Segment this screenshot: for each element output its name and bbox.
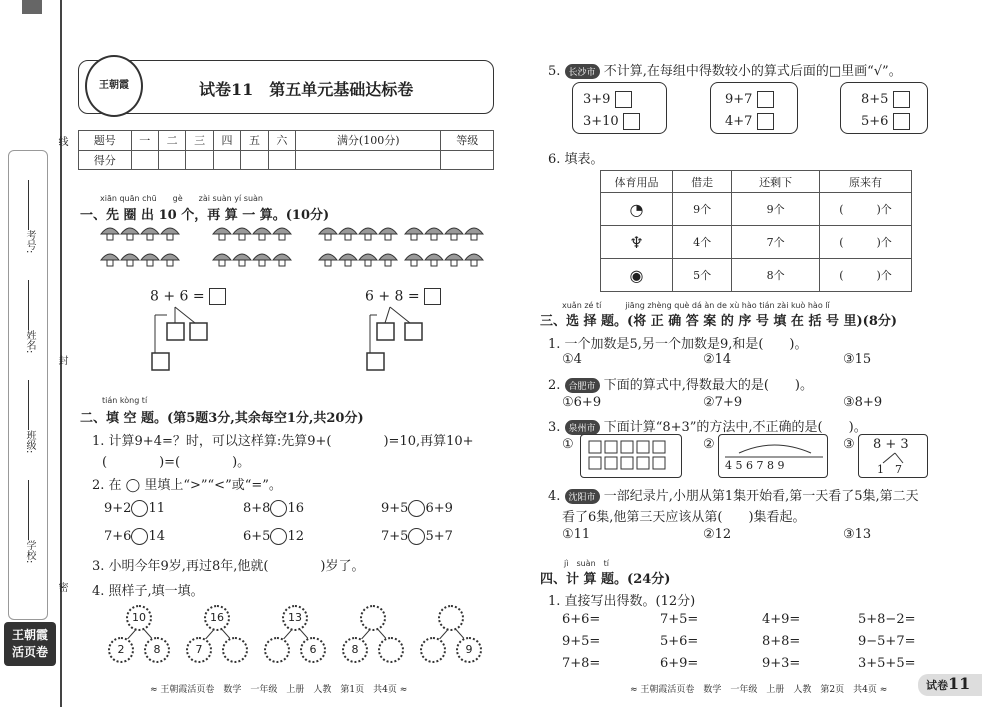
calc-item[interactable]: 5+6= <box>660 634 699 649</box>
tree-top: 8 + 3 <box>873 437 909 452</box>
card-expr <box>583 113 640 130</box>
check-box[interactable] <box>893 91 910 108</box>
s3-q2-line <box>548 374 813 393</box>
option[interactable]: ③8+9 <box>843 395 883 410</box>
compare-item <box>381 500 453 517</box>
table-answer-cell[interactable]: ( )个 <box>820 193 912 226</box>
logo-bottom: 活页卷 <box>11 645 48 659</box>
number-line-labels: 4 5 6 7 8 9 <box>725 459 785 472</box>
compare-circle[interactable] <box>131 528 148 545</box>
mushroom-icon <box>120 251 140 265</box>
flower-left[interactable] <box>420 637 446 663</box>
city-badge: 长沙市 <box>565 64 600 79</box>
flower-left[interactable] <box>264 637 290 663</box>
q-number: 3. <box>548 420 561 435</box>
mushroom-icon <box>212 225 232 239</box>
s3-q2: 下面的算式中,得数最大的是( )。 <box>603 378 813 393</box>
brand-name: 王朝霞 <box>99 80 129 91</box>
compare-left: 9+2 <box>104 501 132 516</box>
mushroom-icon <box>338 251 358 265</box>
decompose-diagram-1 <box>140 305 220 375</box>
ball-icon: ◉ <box>601 259 673 292</box>
calc-item[interactable]: 9+3= <box>762 656 801 671</box>
table-cell: 9个 <box>732 193 820 226</box>
table-header-cell: 原来有 <box>820 171 912 193</box>
sidebar-logo <box>4 622 56 666</box>
mushroom-icon <box>338 225 358 239</box>
compare-circle[interactable] <box>408 500 425 517</box>
compare-card <box>710 82 798 134</box>
check-box[interactable] <box>615 91 632 108</box>
left-sidebar <box>0 0 67 707</box>
mushroom-icon <box>160 251 180 265</box>
mushroom-icon <box>120 225 140 239</box>
calc-item[interactable]: 4+9= <box>762 612 801 627</box>
compare-card <box>572 82 667 134</box>
mushroom-icon <box>272 225 292 239</box>
card-expr <box>725 113 774 130</box>
s3-q1: 1. 一个加数是5,另一个加数是9,和是( )。 <box>548 337 808 352</box>
option[interactable]: ②14 <box>703 352 732 367</box>
calc-item[interactable]: 5+8−2= <box>858 612 916 627</box>
mushroom-icon <box>358 251 378 265</box>
q5-number: 5. <box>548 64 561 79</box>
score-input[interactable] <box>296 150 441 170</box>
mushroom-grid <box>100 225 490 275</box>
score-cell: 四 <box>213 131 240 151</box>
s4-sub: 1. 直接写出得数。(12分) <box>548 594 696 609</box>
card-expr <box>583 91 632 108</box>
mushroom-icon <box>272 251 292 265</box>
flower-right: 9 <box>456 637 482 663</box>
mushroom-icon <box>444 225 464 239</box>
table-cell: 9个 <box>673 193 732 226</box>
score-cell: 六 <box>268 131 295 151</box>
option-3-tree[interactable] <box>858 434 928 478</box>
flower-tree <box>420 605 490 665</box>
table-header-cell: 还剩下 <box>732 171 820 193</box>
mushroom-icon <box>318 251 338 265</box>
table-cell: 7个 <box>732 226 820 259</box>
compare-item <box>104 500 165 517</box>
mushroom-icon <box>252 225 272 239</box>
city-badge: 合肥市 <box>565 378 600 393</box>
option[interactable]: ①11 <box>562 527 591 542</box>
compare-item <box>243 500 304 517</box>
equation-2 <box>365 288 441 305</box>
check-box[interactable] <box>623 113 640 130</box>
mushroom-icon <box>464 251 484 265</box>
table-header <box>601 171 912 193</box>
score-row-label: 得分 <box>79 150 132 170</box>
mushroom-icon <box>140 225 160 239</box>
option[interactable]: ①6+9 <box>562 395 602 410</box>
mushroom-icon <box>232 225 252 239</box>
flower-right: 8 <box>144 637 170 663</box>
option-label[interactable]: ① <box>562 437 574 452</box>
s3-q4-line <box>548 485 919 504</box>
section-4-title: 四、计 算 题。(24分) <box>540 572 671 587</box>
equation-2-text: 6 + 8 = <box>365 288 420 305</box>
pinyin: xiān quān chū gè zài suàn yí suàn <box>100 194 264 203</box>
mushroom-icon <box>424 225 444 239</box>
cut-mark: 密 <box>56 582 67 592</box>
s2-q1b: ( )=( )。 <box>102 455 251 470</box>
check-box[interactable] <box>893 113 910 130</box>
table-cell: 5个 <box>673 259 732 292</box>
pinyin: jì suàn tí <box>564 559 610 568</box>
flower-left: 2 <box>108 637 134 663</box>
score-cell: 一 <box>131 131 158 151</box>
flower-tree <box>108 605 178 665</box>
tree-bottom: 1 7 <box>877 463 902 476</box>
flower-top[interactable] <box>360 605 386 631</box>
option-1-cubes[interactable] <box>580 434 682 478</box>
answer-box[interactable] <box>424 288 441 305</box>
compare-circle[interactable] <box>270 500 287 517</box>
sports-table <box>600 170 912 292</box>
compare-right: 14 <box>148 529 165 544</box>
score-table-row <box>79 150 494 170</box>
card-expr-text: 4+7 <box>725 114 753 129</box>
mushroom-icon <box>378 225 398 239</box>
score-table <box>78 130 494 170</box>
sidebar-line <box>28 380 29 430</box>
compare-circle[interactable] <box>270 528 287 545</box>
calc-item[interactable]: 9−5+7= <box>858 634 916 649</box>
calc-item[interactable]: 6+9= <box>660 656 699 671</box>
score-input[interactable] <box>186 150 213 170</box>
city-badge: 泉州市 <box>565 420 600 435</box>
sidebar-label-exam-no: 考号: <box>24 230 35 254</box>
compare-right: 12 <box>287 529 304 544</box>
table-answer-cell[interactable]: ( )个 <box>820 259 912 292</box>
table-row <box>601 259 912 292</box>
flower-right: 6 <box>300 637 326 663</box>
compare-left: 8+8 <box>243 501 271 516</box>
score-cell: 五 <box>241 131 268 151</box>
compare-circle[interactable] <box>131 500 148 517</box>
compare-left: 7+5 <box>381 529 409 544</box>
score-input[interactable] <box>158 150 185 170</box>
card-expr-text: 5+6 <box>861 114 889 129</box>
calc-item[interactable]: 8+8= <box>762 634 801 649</box>
score-input[interactable] <box>241 150 268 170</box>
score-cell: 等级 <box>441 131 494 151</box>
sidebar-label-name: 姓名: <box>24 330 35 354</box>
page-title: 试卷11 第五单元基础达标卷 <box>199 80 414 99</box>
page-badge <box>918 674 982 696</box>
compare-item <box>243 528 304 545</box>
s2-q2: 2. 在 ◯ 里填上“>”“<”或“=”。 <box>92 478 282 493</box>
option-label[interactable]: ② <box>703 437 715 452</box>
number-line-arc <box>719 435 829 479</box>
score-cell: 二 <box>158 131 185 151</box>
sidebar-line <box>28 480 29 540</box>
table-row <box>601 226 912 259</box>
calc-item[interactable]: 9+5= <box>562 634 601 649</box>
mushroom-icon <box>212 251 232 265</box>
cut-mark: 线 <box>56 136 67 146</box>
compare-left: 6+5 <box>243 529 271 544</box>
q-number: 4. <box>548 489 561 504</box>
s2-q4: 4. 照样子,填一填。 <box>92 584 204 599</box>
equation-1-text: 8 + 6 = <box>150 288 205 305</box>
page-badge-prefix: 试卷 <box>926 679 948 692</box>
pinyin: xuǎn zé tí jiāng zhèng què dá àn de xù hào tián zài kuò hào lǐ <box>562 301 830 310</box>
mushroom-icon <box>160 225 180 239</box>
mushroom-icon <box>100 225 120 239</box>
q5-text: 不计算,在每组中得数较小的算式后面的□里画“√”。 <box>603 64 902 79</box>
s3-q4b: 看了6集,他第三天应该从第( )集看起。 <box>562 510 806 525</box>
sidebar-label-class: 班级: <box>24 430 35 454</box>
s2-q3: 3. 小明今年9岁,再过8年,他就( )岁了。 <box>92 559 365 574</box>
section-2-title: 二、填 空 题。(第5题3分,其余每空1分,共20分) <box>80 411 364 426</box>
s2-q1a: 1. 计算9+4=？时，可以这样算:先算9+( )=10,再算10+ <box>92 434 474 449</box>
sidebar-line <box>28 180 29 230</box>
mushroom-icon <box>318 225 338 239</box>
card-expr <box>725 91 774 108</box>
footer-right: ≈ 王朝霞活页卷 数学 一年级 上册 人教 第2页 共4页 ≈ <box>630 685 888 695</box>
q-number: 2. <box>548 378 561 393</box>
s3-q4a: 一部纪录片,小朋从第1集开始看,第一天看了5集,第二天 <box>603 489 919 504</box>
q6-title: 6. 填表。 <box>548 152 604 167</box>
s3-q3-line <box>548 416 867 435</box>
score-cell: 满分(100分) <box>296 131 441 151</box>
option[interactable]: ③15 <box>843 352 872 367</box>
card-expr <box>861 91 910 108</box>
card-expr-text: 9+7 <box>725 92 753 107</box>
score-input[interactable] <box>441 150 494 170</box>
calc-item[interactable]: 7+5= <box>660 612 699 627</box>
option[interactable]: ②12 <box>703 527 732 542</box>
compare-right: 5+7 <box>425 529 453 544</box>
mushroom-icon <box>232 251 252 265</box>
mushroom-icon <box>404 225 424 239</box>
compare-item <box>381 528 453 545</box>
check-box[interactable] <box>757 113 774 130</box>
pinyin: tián kòng tí <box>102 396 148 405</box>
flower-right[interactable] <box>222 637 248 663</box>
table-header-cell: 借走 <box>673 171 732 193</box>
option[interactable]: ①4 <box>562 352 582 367</box>
sidebar-line <box>28 280 29 330</box>
logo-top: 王朝霞 <box>11 628 48 642</box>
table-cell: 4个 <box>673 226 732 259</box>
section-1-title: 一、先 圈 出 10 个，再 算 一 算。(10分) <box>80 208 330 223</box>
flower-top: 16 <box>204 605 230 631</box>
cubes-image <box>581 435 681 477</box>
score-input[interactable] <box>213 150 240 170</box>
compare-left: 9+5 <box>381 501 409 516</box>
check-box[interactable] <box>757 91 774 108</box>
option[interactable]: ③13 <box>843 527 872 542</box>
compare-circle[interactable] <box>408 528 425 545</box>
brand-logo <box>85 55 143 117</box>
cut-mark: 封 <box>56 355 67 365</box>
flower-top: 10 <box>126 605 152 631</box>
mushroom-icon <box>404 251 424 265</box>
option-label[interactable]: ③ <box>843 437 855 452</box>
mushroom-icon <box>378 251 398 265</box>
calc-item[interactable]: 3+5+5= <box>858 656 916 671</box>
flower-tree <box>264 605 334 665</box>
equation-1 <box>150 288 226 305</box>
compare-right: 6+9 <box>425 501 453 516</box>
flower-left: 8 <box>342 637 368 663</box>
flower-tree <box>186 605 256 665</box>
compare-right: 16 <box>287 501 304 516</box>
table-cell: 8个 <box>732 259 820 292</box>
footer-left: ≈ 王朝霞活页卷 数学 一年级 上册 人教 第1页 共4页 ≈ <box>150 685 408 695</box>
shuttlecock-icon: ◔ <box>601 193 673 226</box>
q5-line <box>548 60 902 79</box>
answer-box[interactable] <box>209 288 226 305</box>
page-badge-num: 11 <box>948 674 971 693</box>
corner-mark <box>22 0 42 14</box>
flower-top[interactable] <box>438 605 464 631</box>
score-cell: 题号 <box>79 131 132 151</box>
flower-tree <box>342 605 412 665</box>
mushroom-icon <box>464 225 484 239</box>
table-row <box>601 193 912 226</box>
card-expr-text: 3+10 <box>583 114 619 129</box>
compare-item <box>104 528 165 545</box>
city-badge: 沈阳市 <box>565 489 600 504</box>
score-table-header <box>79 131 494 151</box>
s3-q3: 下面计算“8+3”的方法中,不正确的是( )。 <box>603 420 867 435</box>
calc-item[interactable]: 7+8= <box>562 656 601 671</box>
card-expr-text: 8+5 <box>861 92 889 107</box>
mushroom-icon <box>358 225 378 239</box>
score-input[interactable] <box>268 150 295 170</box>
mushroom-icon <box>444 251 464 265</box>
decompose-diagram-2 <box>355 305 435 375</box>
header-banner <box>78 60 494 114</box>
option-2-number-line[interactable] <box>718 434 828 478</box>
mushroom-icon <box>140 251 160 265</box>
score-cell: 三 <box>186 131 213 151</box>
compare-left: 7+6 <box>104 529 132 544</box>
card-expr <box>861 113 910 130</box>
calc-item[interactable]: 6+6= <box>562 612 601 627</box>
sidebar-label-school: 学校: <box>24 540 35 564</box>
card-expr-text: 3+9 <box>583 92 611 107</box>
table-header-cell: 体育用品 <box>601 171 673 193</box>
mushroom-icon <box>252 251 272 265</box>
flower-top: 13 <box>282 605 308 631</box>
mushroom-icon <box>100 251 120 265</box>
section-3-title: 三、选 择 题。(将 正 确 答 案 的 序 号 填 在 括 号 里)(8分) <box>540 314 898 329</box>
option[interactable]: ②7+9 <box>703 395 743 410</box>
compare-right: 11 <box>148 501 165 516</box>
flower-right[interactable] <box>378 637 404 663</box>
score-input[interactable] <box>131 150 158 170</box>
compare-card <box>840 82 928 134</box>
badminton-rack-icon: ♆ <box>601 226 673 259</box>
table-answer-cell[interactable]: ( )个 <box>820 226 912 259</box>
mushroom-icon <box>424 251 444 265</box>
flower-left: 7 <box>186 637 212 663</box>
